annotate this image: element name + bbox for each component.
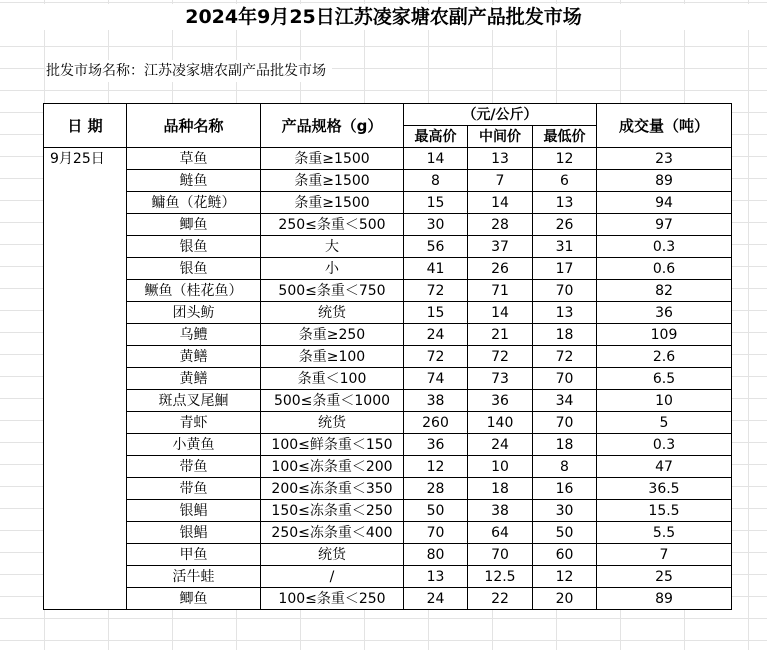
variety-cell: 斑点叉尾鮰	[127, 390, 261, 412]
mid-price-cell: 12.5	[468, 566, 533, 588]
spec-cell: 200≤冻条重＜350	[261, 478, 404, 500]
header-price-unit: （元/公斤）	[404, 104, 597, 126]
table-row	[44, 566, 732, 588]
table-row	[44, 434, 732, 456]
mid-price-cell: 24	[468, 434, 533, 456]
volume-cell: 5.5	[597, 522, 732, 544]
min-price-cell: 70	[533, 280, 597, 302]
spec-cell: 500≤条重＜750	[261, 280, 404, 302]
spec-cell: 100≤条重＜250	[261, 588, 404, 610]
mid-price-cell: 18	[468, 478, 533, 500]
spec-cell: 100≤鲜条重＜150	[261, 434, 404, 456]
volume-cell: 89	[597, 588, 732, 610]
max-price-cell: 72	[404, 346, 468, 368]
volume-cell: 10	[597, 390, 732, 412]
mid-price-cell: 21	[468, 324, 533, 346]
date-cell-empty	[44, 500, 127, 522]
table-row	[44, 500, 732, 522]
table-row	[44, 368, 732, 390]
spec-cell: 统货	[261, 412, 404, 434]
variety-cell: 带鱼	[127, 478, 261, 500]
volume-cell: 97	[597, 214, 732, 236]
mid-price-cell: 70	[468, 544, 533, 566]
volume-cell: 23	[597, 148, 732, 170]
min-price-cell: 16	[533, 478, 597, 500]
variety-cell: 鲫鱼	[127, 214, 261, 236]
spec-cell: 统货	[261, 302, 404, 324]
table-row	[44, 390, 732, 412]
date-cell-empty	[44, 412, 127, 434]
date-cell-empty	[44, 346, 127, 368]
min-price-cell: 13	[533, 192, 597, 214]
mid-price-cell: 38	[468, 500, 533, 522]
max-price-cell: 36	[404, 434, 468, 456]
date-cell-empty	[44, 214, 127, 236]
min-price-cell: 12	[533, 566, 597, 588]
mid-price-cell: 36	[468, 390, 533, 412]
max-price-cell: 30	[404, 214, 468, 236]
date-cell-empty	[44, 236, 127, 258]
max-price-cell: 56	[404, 236, 468, 258]
max-price-cell: 41	[404, 258, 468, 280]
variety-cell: 鲢鱼	[127, 170, 261, 192]
date-cell-empty	[44, 588, 127, 610]
spec-cell: 条重≥1500	[261, 192, 404, 214]
table-row	[44, 302, 732, 324]
max-price-cell: 260	[404, 412, 468, 434]
table-row	[44, 192, 732, 214]
min-price-cell: 17	[533, 258, 597, 280]
spec-cell: 条重＜100	[261, 368, 404, 390]
date-cell-empty	[44, 390, 127, 412]
mid-price-cell: 64	[468, 522, 533, 544]
min-price-cell: 6	[533, 170, 597, 192]
header-volume: 成交量（吨）	[597, 104, 732, 148]
variety-cell: 青虾	[127, 412, 261, 434]
date-cell-empty	[44, 478, 127, 500]
max-price-cell: 28	[404, 478, 468, 500]
volume-cell: 6.5	[597, 368, 732, 390]
max-price-cell: 38	[404, 390, 468, 412]
max-price-cell: 8	[404, 170, 468, 192]
volume-cell: 94	[597, 192, 732, 214]
max-price-cell: 80	[404, 544, 468, 566]
mid-price-cell: 14	[468, 192, 533, 214]
table-row	[44, 544, 732, 566]
spec-cell: 250≤冻条重＜400	[261, 522, 404, 544]
max-price-cell: 15	[404, 192, 468, 214]
min-price-cell: 8	[533, 456, 597, 478]
volume-cell: 25	[597, 566, 732, 588]
table-row	[44, 478, 732, 500]
min-price-cell: 30	[533, 500, 597, 522]
volume-cell: 5	[597, 412, 732, 434]
table-row	[44, 522, 732, 544]
spec-cell: /	[261, 566, 404, 588]
max-price-cell: 24	[404, 588, 468, 610]
volume-cell: 47	[597, 456, 732, 478]
header-min-price: 最低价	[533, 126, 597, 148]
volume-cell: 15.5	[597, 500, 732, 522]
spec-cell: 250≤条重＜500	[261, 214, 404, 236]
min-price-cell: 60	[533, 544, 597, 566]
mid-price-cell: 7	[468, 170, 533, 192]
volume-cell: 82	[597, 280, 732, 302]
table-row	[44, 258, 732, 280]
volume-cell: 109	[597, 324, 732, 346]
table-row	[44, 412, 732, 434]
min-price-cell: 72	[533, 346, 597, 368]
spec-cell: 150≤冻条重＜250	[261, 500, 404, 522]
volume-cell: 2.6	[597, 346, 732, 368]
date-cell-empty	[44, 280, 127, 302]
table-row	[44, 588, 732, 610]
date-cell-empty	[44, 544, 127, 566]
price-table	[43, 103, 732, 610]
date-cell-empty	[44, 522, 127, 544]
date-cell-empty	[44, 434, 127, 456]
header-variety: 品种名称	[127, 104, 261, 148]
max-price-cell: 70	[404, 522, 468, 544]
max-price-cell: 74	[404, 368, 468, 390]
mid-price-cell: 14	[468, 302, 533, 324]
volume-cell: 0.3	[597, 434, 732, 456]
volume-cell: 36.5	[597, 478, 732, 500]
max-price-cell: 13	[404, 566, 468, 588]
variety-cell: 活牛蛙	[127, 566, 261, 588]
spec-cell: 500≤条重＜1000	[261, 390, 404, 412]
volume-cell: 89	[597, 170, 732, 192]
mid-price-cell: 22	[468, 588, 533, 610]
mid-price-cell: 10	[468, 456, 533, 478]
max-price-cell: 50	[404, 500, 468, 522]
table-row	[44, 456, 732, 478]
table-body	[44, 148, 732, 610]
header-max-price: 最高价	[404, 126, 468, 148]
variety-cell: 黄鳝	[127, 346, 261, 368]
mid-price-cell: 71	[468, 280, 533, 302]
mid-price-cell: 37	[468, 236, 533, 258]
date-cell-empty	[44, 302, 127, 324]
table-row	[44, 236, 732, 258]
mid-price-cell: 73	[468, 368, 533, 390]
date-cell-empty	[44, 368, 127, 390]
variety-cell: 鳙鱼（花鲢）	[127, 192, 261, 214]
date-cell-empty	[44, 456, 127, 478]
min-price-cell: 70	[533, 412, 597, 434]
mid-price-cell: 140	[468, 412, 533, 434]
variety-cell: 银鱼	[127, 258, 261, 280]
market-name-label: 批发市场名称：江苏凌家塘农副产品批发市场	[46, 60, 332, 82]
variety-cell: 鲫鱼	[127, 588, 261, 610]
variety-cell: 小黄鱼	[127, 434, 261, 456]
variety-cell: 甲鱼	[127, 544, 261, 566]
date-cell-empty	[44, 170, 127, 192]
variety-cell: 团头鲂	[127, 302, 261, 324]
max-price-cell: 12	[404, 456, 468, 478]
min-price-cell: 13	[533, 302, 597, 324]
table-row	[44, 170, 732, 192]
variety-cell: 黄鳝	[127, 368, 261, 390]
spec-cell: 条重≥100	[261, 346, 404, 368]
table-row	[44, 346, 732, 368]
variety-cell: 银鲳	[127, 522, 261, 544]
volume-cell: 0.6	[597, 258, 732, 280]
spec-cell: 小	[261, 258, 404, 280]
spec-cell: 条重≥1500	[261, 170, 404, 192]
page-title: 2024年9月25日江苏凌家塘农副产品批发市场	[0, 4, 767, 30]
header-mid-price: 中间价	[468, 126, 533, 148]
date-cell-empty	[44, 258, 127, 280]
table-row	[44, 280, 732, 302]
min-price-cell: 26	[533, 214, 597, 236]
min-price-cell: 18	[533, 324, 597, 346]
min-price-cell: 20	[533, 588, 597, 610]
max-price-cell: 72	[404, 280, 468, 302]
variety-cell: 乌鳢	[127, 324, 261, 346]
date-cell-empty	[44, 566, 127, 588]
variety-cell: 草鱼	[127, 148, 261, 170]
min-price-cell: 50	[533, 522, 597, 544]
mid-price-cell: 26	[468, 258, 533, 280]
spec-cell: 条重≥1500	[261, 148, 404, 170]
header-spec: 产品规格（g）	[261, 104, 404, 148]
spec-cell: 100≤冻条重＜200	[261, 456, 404, 478]
spec-cell: 统货	[261, 544, 404, 566]
variety-cell: 鳜鱼（桂花鱼）	[127, 280, 261, 302]
volume-cell: 36	[597, 302, 732, 324]
table-row	[44, 324, 732, 346]
volume-cell: 0.3	[597, 236, 732, 258]
variety-cell: 银鱼	[127, 236, 261, 258]
mid-price-cell: 72	[468, 346, 533, 368]
min-price-cell: 18	[533, 434, 597, 456]
header-date: 日 期	[44, 104, 127, 148]
min-price-cell: 12	[533, 148, 597, 170]
max-price-cell: 14	[404, 148, 468, 170]
min-price-cell: 34	[533, 390, 597, 412]
date-cell: 9月25日	[44, 148, 127, 170]
variety-cell: 带鱼	[127, 456, 261, 478]
min-price-cell: 31	[533, 236, 597, 258]
table-row	[44, 214, 732, 236]
spec-cell: 大	[261, 236, 404, 258]
table-row	[44, 148, 732, 170]
mid-price-cell: 28	[468, 214, 533, 236]
min-price-cell: 70	[533, 368, 597, 390]
spec-cell: 条重≥250	[261, 324, 404, 346]
volume-cell: 7	[597, 544, 732, 566]
mid-price-cell: 13	[468, 148, 533, 170]
date-cell-empty	[44, 192, 127, 214]
max-price-cell: 24	[404, 324, 468, 346]
date-cell-empty	[44, 324, 127, 346]
max-price-cell: 15	[404, 302, 468, 324]
variety-cell: 银鲳	[127, 500, 261, 522]
